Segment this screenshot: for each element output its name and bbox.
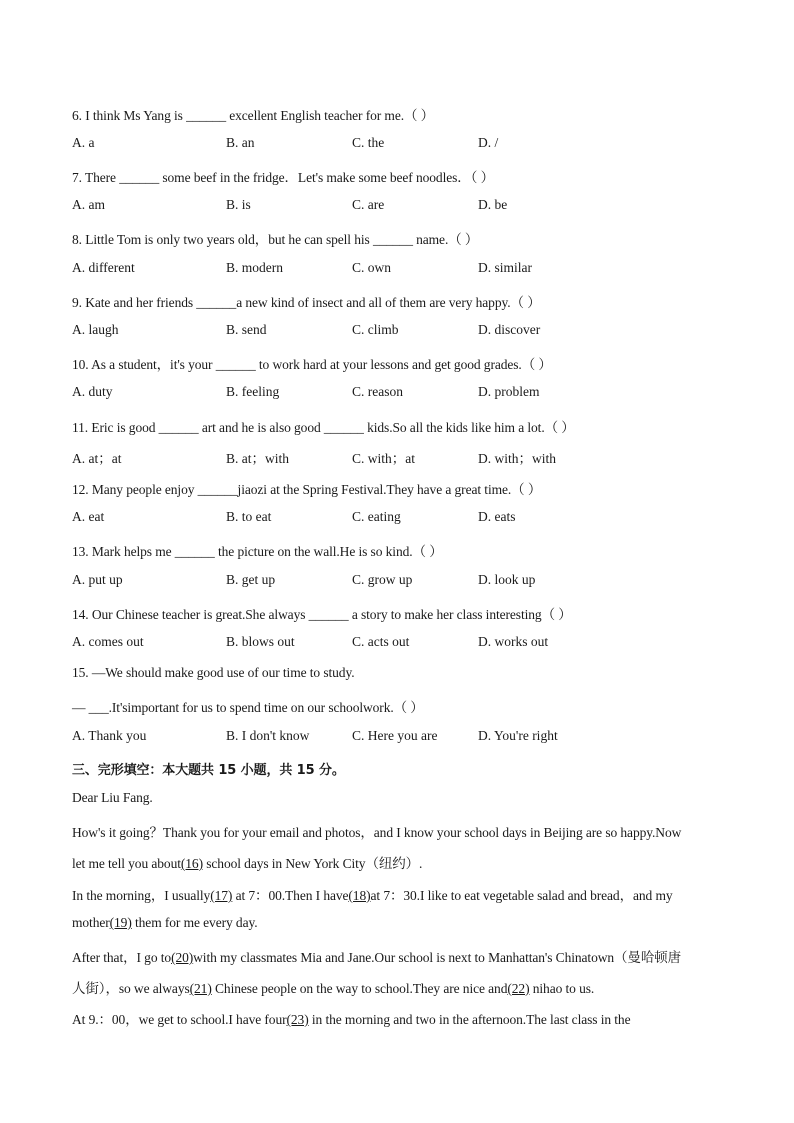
question-12-option-c: C. eating	[352, 509, 401, 524]
question-10-stem: 10. As a student，it's your ______ to work hard at your lessons and get good grades.（ ）	[72, 357, 552, 372]
section-heading: 三、完形填空：本大题共 15 小题，共 15 分。	[72, 763, 345, 778]
question-15-option-a: A. Thank you	[72, 728, 147, 743]
question-14-stem: 14. Our Chinese teacher is great.She always ______ a story to make her class interesting（ ）	[72, 607, 572, 622]
passage-line	[72, 977, 594, 997]
question-11-option-d: D. with；with	[478, 451, 557, 466]
question-11-option-b: B. at；with	[226, 451, 289, 466]
question-8-option-b: B. modern	[226, 260, 283, 275]
passage-text: How's it going？Thank you for your email and photos，and I know your school days in Beijing are so happy.Now	[72, 825, 682, 840]
question-12-option-a: A. eat	[72, 509, 105, 524]
blank-22: (22)	[507, 981, 530, 996]
question-8-option-c: C. own	[352, 260, 392, 275]
question-10-option-a: A. duty	[72, 384, 113, 399]
blank-18: (18)	[348, 888, 371, 903]
question-7-stem: 7. There ______ some beef in the fridge．Let's make some beef noodles．（ ）	[72, 170, 494, 185]
blank-23: (23)	[286, 1012, 309, 1027]
question-13-stem: 13. Mark helps me ______ the picture on the wall.He is so kind.（ ）	[72, 544, 443, 559]
question-15-option-d: D. You're right	[478, 728, 558, 743]
passage-line	[72, 1008, 630, 1028]
passage-line	[72, 946, 681, 966]
passage-text: After that，I go to	[72, 950, 172, 965]
question-14-option-c: C. acts out	[352, 634, 410, 649]
passage-text: 人街），so we always	[72, 981, 190, 996]
passage-text: with my classmates Mia and Jane.Our school is next to Manhattan's Chinatown（曼哈顿唐	[193, 950, 682, 965]
question-11-option-c: C. with；at	[352, 451, 415, 466]
passage-line	[72, 915, 258, 931]
question-10-option-b: B. feeling	[226, 384, 280, 399]
question-15-option-c: C. Here you are	[352, 728, 438, 743]
question-10-option-c: C. reason	[352, 384, 403, 399]
passage-text: At 9.：00，we get to school.I have four	[72, 1012, 287, 1027]
question-13-option-b: B. get up	[226, 572, 276, 587]
question-8-stem: 8. Little Tom is only two years old，but he can spell his ______ name.（ ）	[72, 232, 479, 247]
question-7-option-c: C. are	[352, 197, 385, 212]
passage-text: Chinese people on the way to school.They are nice and	[211, 981, 508, 996]
question-11-stem: 11. Eric is good ______ art and he is also good ______ kids.So all the kids like him a lot.（ ）	[72, 420, 575, 435]
question-6-option-a: A. a	[72, 135, 95, 150]
question-14-option-b: B. blows out	[226, 634, 295, 649]
question-15-line-2: — ___.It'simportant for us to spend time on our schoolwork.（ ）	[72, 700, 424, 715]
question-7-option-d: D. be	[478, 197, 508, 212]
question-10-option-d: D. problem	[478, 384, 540, 399]
question-9-option-c: C. climb	[352, 322, 399, 337]
question-9-stem: 9. Kate and her friends ______a new kind of insect and all of them are very happy.（ ）	[72, 295, 541, 310]
question-9-option-b: B. send	[226, 322, 267, 337]
question-14-option-a: A. comes out	[72, 634, 144, 649]
passage-text: school days in New York City（纽约）.	[202, 856, 423, 871]
question-12-option-b: B. to eat	[226, 509, 272, 524]
passage-line	[72, 821, 681, 841]
passage-text: mother	[72, 915, 110, 930]
passage-text: at 7：00.Then I have	[232, 888, 349, 903]
passage-text: In the morning，I usually	[72, 888, 211, 903]
blank-20: (20)	[171, 950, 194, 965]
question-15-line-1: 15. —We should make good use of our time to study.	[72, 665, 355, 680]
question-13-option-a: A. put up	[72, 572, 123, 587]
passage-text: nihao to us.	[529, 981, 595, 996]
question-14-option-d: D. works out	[478, 634, 549, 649]
question-9-option-a: A. laugh	[72, 322, 119, 337]
question-7-option-b: B. is	[226, 197, 251, 212]
question-15-option-b: B. I don't know	[226, 728, 310, 743]
passage-line	[72, 884, 673, 904]
question-7-option-a: A. am	[72, 197, 105, 212]
question-9-option-d: D. discover	[478, 322, 541, 337]
question-11-option-a: A. at；at	[72, 451, 122, 466]
blank-17: (17)	[210, 888, 233, 903]
passage-greeting: Dear Liu Fang.	[72, 790, 153, 805]
question-8-option-d: D. similar	[478, 260, 532, 275]
blank-16: (16)	[180, 856, 203, 871]
blank-19: (19)	[109, 915, 132, 930]
question-13-option-d: D. look up	[478, 572, 536, 587]
question-13-option-c: C. grow up	[352, 572, 413, 587]
passage-text: in the morning and two in the afternoon.The last class in the	[308, 1012, 631, 1027]
question-6-option-c: C. the	[352, 135, 385, 150]
question-6-option-d: D. /	[478, 135, 499, 150]
passage-line	[72, 852, 422, 872]
question-6-stem: 6. I think Ms Yang is ______ excellent English teacher for me.（ ）	[72, 108, 435, 123]
passage-text: at 7：30.I like to eat vegetable salad and bread，and my	[370, 888, 673, 903]
passage-text: let me tell you about	[72, 856, 181, 871]
question-12-option-d: D. eats	[478, 509, 516, 524]
blank-21: (21)	[189, 981, 212, 996]
question-12-stem: 12. Many people enjoy ______jiaozi at the Spring Festival.They have a great time.（ ）	[72, 482, 542, 497]
passage-text: them for me every day.	[131, 915, 258, 930]
question-8-option-a: A. different	[72, 260, 135, 275]
question-6-option-b: B. an	[226, 135, 255, 150]
